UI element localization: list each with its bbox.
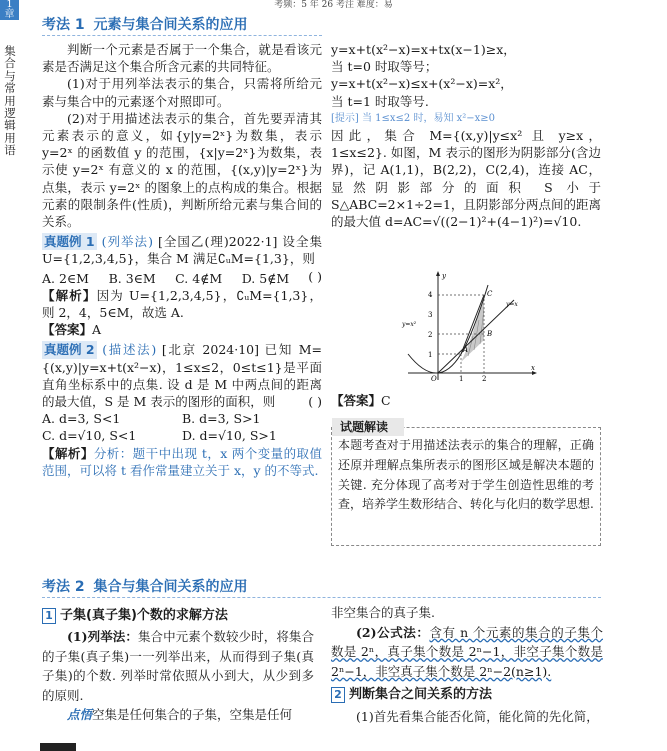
method1-label: 考法 1 [42, 17, 85, 33]
chapter-title-char: 合 [4, 56, 16, 71]
tick-label: 3 [428, 311, 433, 319]
chapter-title-char: 语 [4, 143, 16, 158]
example1-source: [全国乙(理)2022·1] [157, 234, 278, 250]
method1-title [42, 16, 248, 34]
method2-label: 考法 2 [42, 579, 85, 595]
region-figure [398, 270, 538, 382]
option: D. 5∉M [241, 270, 290, 286]
right-column [331, 41, 601, 230]
example2-conclusion: 因此，集合 M={(x,y)|y≤x² 且 y≥x，1≤x≤2}. 如图，M 表示的图形为阴影部分(含边界)，记 A(1,1)，B(2,2)，C(2,4)，连接 AC，显然阴影部分的面积 S 小于 S△ABC=2×1÷2=1，且阴影部分两点间的距离的最大值 d=AC=√((2−1)²+(4−1)²)=√10. [331, 128, 601, 230]
method1-p2: (1)对于用列举法表示的集合，只需将所给元素与集合中的元素逐个对照即可。 [42, 76, 322, 109]
method2-title-text: 集合与集合间关系的应用 [93, 579, 248, 595]
method2-left [42, 627, 314, 725]
method1-p1: 判断一个元素是否属于一个集合，就是看该元素是否满足这个集合所含元素的共同特征。 [42, 42, 322, 75]
tick-label: 1 [428, 351, 433, 359]
example1-stem: 设全集 U={1,2,3,4,5}，集合 M 满足∁ᵤM={1,3}，则 [42, 234, 322, 267]
analysis-label: 【解析】 [42, 445, 94, 461]
option: C. d=√10, S<1 [42, 428, 137, 444]
example1-analysis [42, 287, 322, 321]
chapter-title-char: 常 [4, 81, 16, 96]
option: A. 2∈M [42, 270, 89, 286]
chapter-tab [0, 0, 19, 20]
example2-label: 真题例 2 [44, 342, 95, 358]
example1-method: (列举法) [101, 234, 153, 250]
option: B. 3∈M [108, 270, 156, 286]
chapter-title-char: 逻 [4, 106, 16, 121]
tick-label: 1 [459, 375, 464, 382]
chapter-title-char: 与 [4, 68, 16, 83]
sub1-p1 [42, 627, 314, 705]
answer-label: 【答案】 [331, 393, 382, 408]
example2-stem: 已知 M={(x,y)|y=x+t(x²−x)，1≤x≤2，0≤t≤1}是平面直角坐标系中的点集. 设 d 是 M 中两点间的距离的最大值，S 是 M 表示的图形的面积，则 [42, 342, 322, 410]
option: A. d=3, S<1 [42, 411, 121, 427]
interpretation-text: 本题考查对于用描述法表示的集合的理解，正确还原并理解点集所表示的图形区域是解决本题的关键. 充分体现了高考对于学生创造性思维的考查，培养学生数形结合、转化与化归的数学思想. [338, 438, 594, 512]
sub2-body [331, 708, 603, 725]
chapter-title [3, 45, 17, 157]
chapter-tab-char: 1 [6, 0, 13, 10]
example2-paren: ( ) [308, 394, 322, 410]
sub1-tip [42, 705, 314, 725]
analysis-text: 因为 U={1,2,3,4,5}，∁ᵤM={1,3}，则 2，4，5∈M，故选 A. [42, 287, 322, 321]
answer-label: 【答案】 [42, 322, 93, 338]
example2-source: [北京 2024·10] [161, 342, 260, 358]
left-column [42, 41, 322, 479]
chapter-title-char: 辑 [4, 118, 16, 133]
analysis-text: 分析：题干中出现 t，x 两个变量的取值范围，可以将 t 看作常量建立关于 x，y 的不等式. [42, 445, 322, 478]
sub1-heading [42, 607, 228, 624]
example2-options-row2 [42, 427, 322, 444]
cont-line: 当 t=1 时取等号. [331, 93, 429, 109]
example2-method: (描述法) [102, 342, 157, 358]
curve-label-parabola: y=x² [402, 321, 417, 328]
interpretation-title: 试题解读 [332, 418, 404, 436]
tip-text: 空集是任何集合的子集，空集是任何 [92, 707, 293, 722]
example1-answer [42, 321, 322, 338]
page-footer-tab [40, 743, 76, 751]
sub1-number: 1 [42, 608, 56, 624]
sub2-heading [331, 686, 492, 703]
chapter-title-char: 用 [4, 130, 16, 145]
example2-stem-row [42, 341, 322, 410]
example2-answer [331, 392, 601, 409]
method2-divider [42, 597, 601, 599]
method1-title-text: 元素与集合间关系的应用 [93, 17, 248, 33]
method1-p3: (2)对于用描述法表示的集合，首先要弄清其元素表示的意义，如{y|y=2ˣ}为数集，表示 y=2ˣ 的函数值 y 的范围，{x|y=2ˣ}为数集，表示使 y=2ˣ 有意义的 x 的范围，{(x,y)|y=2ˣ}为点集，表示 y=2ˣ 的图象上的点构成的集合。根据元素的限制条件(性质)，判断所给元素与集合间的关系。 [42, 110, 322, 230]
header-info: 考频：5 年 26 考注 难度：易 [274, 0, 393, 10]
option: C. 4∉M [175, 270, 223, 286]
interpretation-box [331, 427, 601, 546]
hint: [提示] 当 1≤x≤2 时，易知 x²−x≥0 [331, 112, 496, 124]
method2-title [42, 578, 248, 596]
chapter-title-char: 集 [4, 44, 16, 58]
method1-divider [42, 35, 322, 37]
option: D. d=√10, S>1 [182, 428, 277, 444]
example1-paren: ( ) [308, 268, 322, 284]
example1-options [42, 270, 308, 287]
sub2-p1: (1)首先看集合能否化简，能化简的先化简， [356, 709, 599, 724]
option: B. d=3, S>1 [182, 411, 261, 427]
y-axis-arrow [436, 271, 440, 276]
sub2-title: 判断集合之间关系的方法 [349, 687, 493, 702]
analysis-label: 【解析】 [42, 287, 97, 303]
tick-label: 2 [428, 331, 433, 339]
tick-label: 4 [428, 291, 433, 299]
right-cont: 非空集合的真子集. [331, 605, 435, 620]
cont-line: y=x+t(x²−x)≤x+(x²−x)=x²， [331, 76, 513, 92]
chapter-tab-char: 章 [4, 9, 15, 20]
answer-text: C [381, 393, 391, 408]
origin-label: O [431, 375, 437, 382]
answer-text: A [92, 322, 102, 338]
sub1-p1-text: 集合中元素个数较少时，将集合的子集(真子集)一一列举出来，从而得到子集(真子集)的个数. 列举时常依照从小到大，从少到多的原则. [42, 629, 314, 703]
cont-line: 当 t=0 时取等号； [331, 59, 438, 75]
sub1-p2-text: 含有 n 个元素的集合的子集个数是 2ⁿ，真子集个数是 2ⁿ−1，非空子集个数是 2ⁿ−1，非空真子集个数是 2ⁿ−2(n≥1). [331, 624, 603, 679]
point-b-label: B [487, 330, 493, 338]
cont-line: y=x+t(x²−x)=x+tx(x−1)≥x， [331, 42, 516, 57]
tip-label: 点悟 [67, 707, 93, 722]
method2-right [331, 603, 603, 681]
chapter-title-char: 用 [4, 93, 16, 108]
example1-label: 真题例 1 [44, 234, 95, 250]
sub1-p2 [331, 623, 603, 682]
axis-y-label: y [442, 272, 446, 280]
example2-options-row1 [42, 410, 322, 427]
sub2-number: 2 [331, 687, 345, 703]
curve-label-line: y=x [506, 301, 518, 308]
sub1-title: 子集(真子集)个数的求解方法 [60, 608, 228, 623]
sub1-p1-label: (1)列举法： [67, 629, 138, 644]
point-c-label: C [487, 290, 493, 298]
point-a-label: A [463, 346, 469, 354]
line-y-eq-x [438, 300, 514, 373]
sub1-p2-label: (2)公式法： [356, 624, 430, 640]
axis-x-label: x [531, 364, 535, 372]
example2-analysis [42, 445, 322, 479]
tick-label: 2 [482, 375, 487, 382]
